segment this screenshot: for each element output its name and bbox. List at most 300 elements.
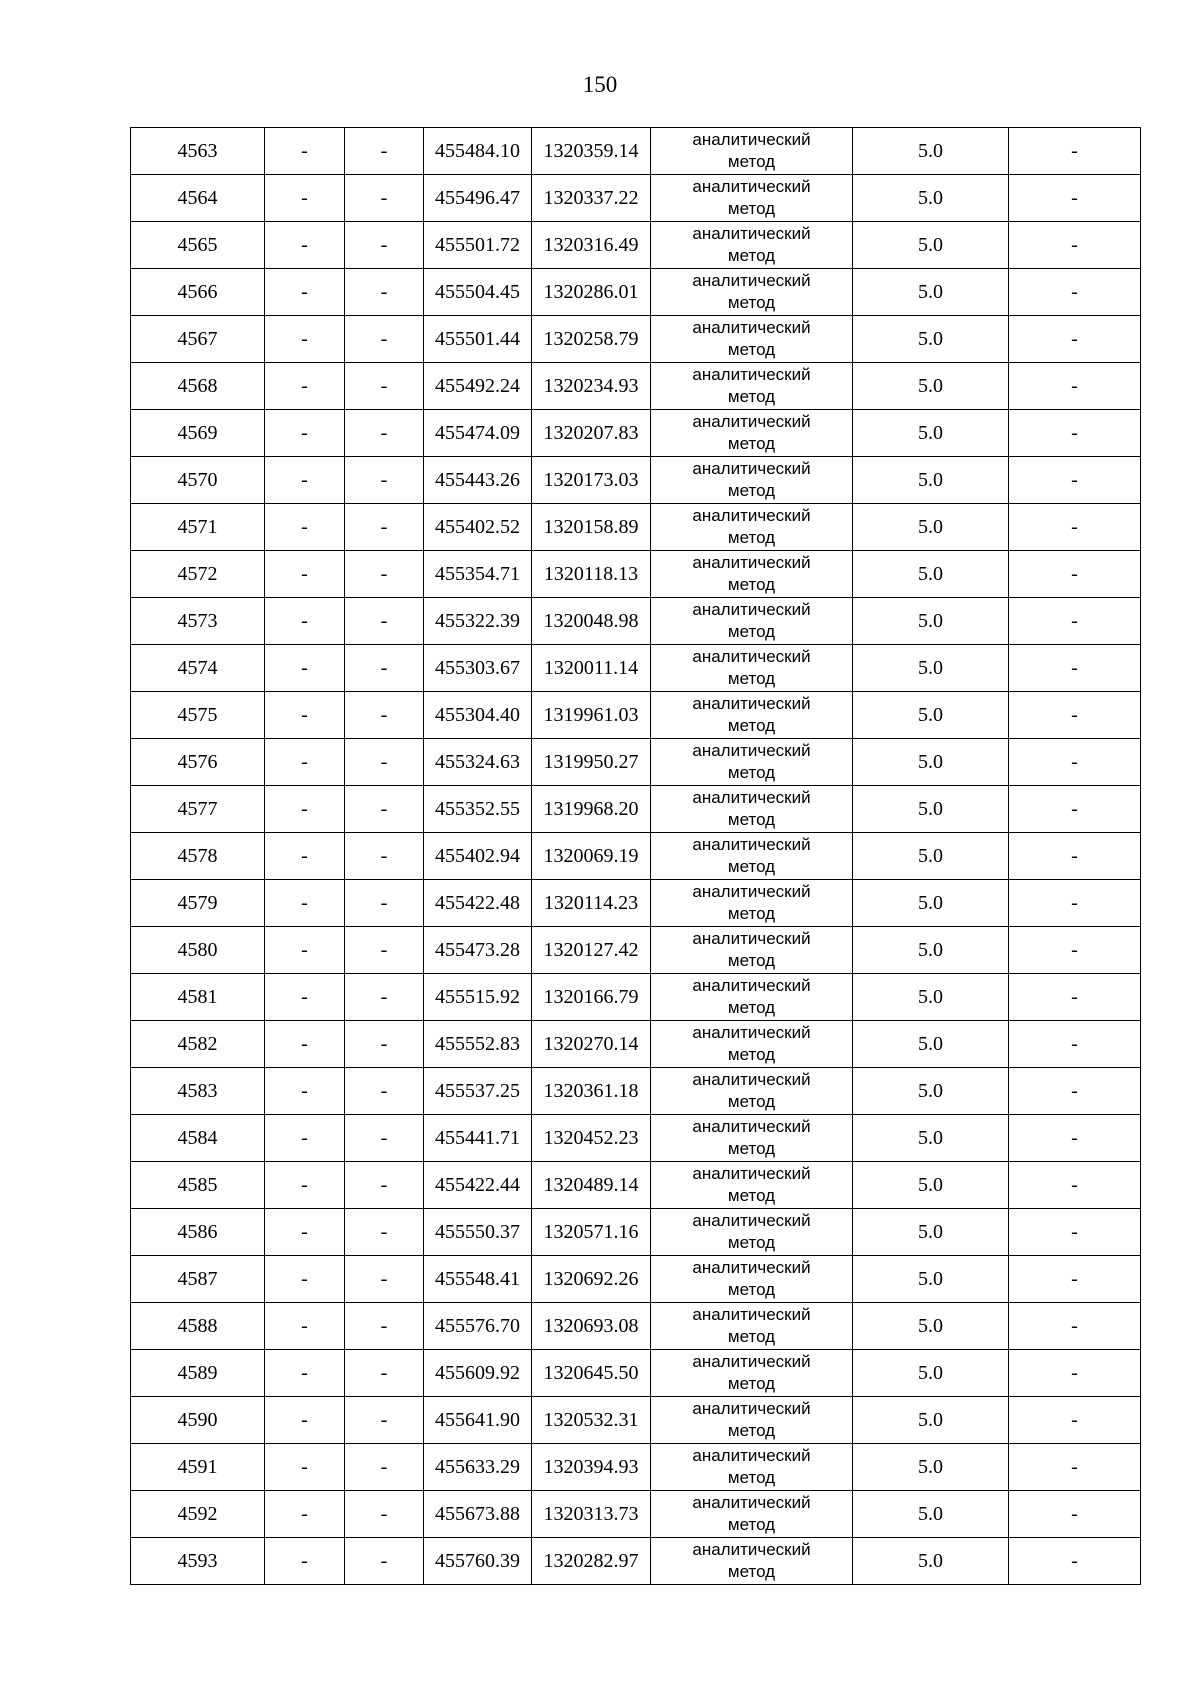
table-row: [131, 128, 1141, 175]
table-row: [131, 504, 1141, 551]
column-8-cell: -: [1009, 175, 1141, 222]
method-text-line: аналитический: [692, 177, 811, 196]
method-text-line: аналитический: [692, 1493, 811, 1512]
x-coordinate-cell: 455303.67: [424, 645, 532, 692]
method-text-line: метод: [727, 387, 776, 406]
column-2-cell: -: [265, 739, 345, 786]
method-text-line: метод: [727, 810, 776, 829]
column-3-cell: -: [345, 833, 424, 880]
page-number: 150: [582, 72, 618, 97]
x-coordinate-cell: 455492.24: [424, 363, 532, 410]
point-number-cell: 4569: [131, 410, 265, 457]
coordinates-table: [130, 127, 1141, 1585]
table-row: [131, 175, 1141, 222]
x-coordinate-cell: 455501.44: [424, 316, 532, 363]
y-coordinate-cell: 1320282.97: [532, 1538, 651, 1585]
column-2-cell: -: [265, 1256, 345, 1303]
y-coordinate-cell: 1320316.49: [532, 222, 651, 269]
column-2-cell: -: [265, 363, 345, 410]
method-text-line: аналитический: [692, 1540, 811, 1559]
column-3-cell: -: [345, 363, 424, 410]
column-3-cell: -: [345, 1068, 424, 1115]
column-2-cell: -: [265, 1444, 345, 1491]
method-text-line: аналитический: [692, 835, 811, 854]
column-3-cell: -: [345, 551, 424, 598]
y-coordinate-cell: 1320114.23: [532, 880, 651, 927]
method-text-line: аналитический: [692, 553, 811, 572]
point-number-cell: 4579: [131, 880, 265, 927]
table-row: [131, 363, 1141, 410]
method-cell: [651, 1256, 853, 1303]
accuracy-value-cell: 5.0: [853, 786, 1009, 833]
accuracy-value-cell: 5.0: [853, 974, 1009, 1021]
method-text-line: аналитический: [692, 1446, 811, 1465]
column-3-cell: -: [345, 1162, 424, 1209]
x-coordinate-cell: 455322.39: [424, 598, 532, 645]
method-text-line: аналитический: [692, 1117, 811, 1136]
method-text-line: метод: [727, 669, 776, 688]
column-3-cell: -: [345, 175, 424, 222]
table-row: [131, 974, 1141, 1021]
column-2-cell: -: [265, 1068, 345, 1115]
column-8-cell: -: [1009, 1021, 1141, 1068]
column-3-cell: -: [345, 927, 424, 974]
column-2-cell: -: [265, 175, 345, 222]
point-number-cell: 4580: [131, 927, 265, 974]
column-2-cell: -: [265, 1397, 345, 1444]
y-coordinate-cell: 1320011.14: [532, 645, 651, 692]
column-2-cell: -: [265, 269, 345, 316]
x-coordinate-cell: 455402.94: [424, 833, 532, 880]
column-8-cell: -: [1009, 598, 1141, 645]
method-text-line: аналитический: [692, 224, 811, 243]
column-8-cell: -: [1009, 880, 1141, 927]
y-coordinate-cell: 1320489.14: [532, 1162, 651, 1209]
column-8-cell: -: [1009, 410, 1141, 457]
x-coordinate-cell: 455441.71: [424, 1115, 532, 1162]
point-number-cell: 4592: [131, 1491, 265, 1538]
column-2-cell: -: [265, 1162, 345, 1209]
method-text-line: метод: [727, 434, 776, 453]
point-number-cell: 4573: [131, 598, 265, 645]
point-number-cell: 4575: [131, 692, 265, 739]
accuracy-value-cell: 5.0: [853, 1068, 1009, 1115]
method-text-line: метод: [727, 1327, 776, 1346]
point-number-cell: 4570: [131, 457, 265, 504]
method-cell: [651, 551, 853, 598]
table-row: [131, 1021, 1141, 1068]
accuracy-value-cell: 5.0: [853, 1209, 1009, 1256]
method-text-line: аналитический: [692, 1352, 811, 1371]
method-cell: [651, 128, 853, 175]
column-8-cell: -: [1009, 692, 1141, 739]
method-text-line: аналитический: [692, 976, 811, 995]
y-coordinate-cell: 1320359.14: [532, 128, 651, 175]
accuracy-value-cell: 5.0: [853, 504, 1009, 551]
column-2-cell: -: [265, 1491, 345, 1538]
accuracy-value-cell: 5.0: [853, 1303, 1009, 1350]
method-text-line: аналитический: [692, 647, 811, 666]
table-row: [131, 551, 1141, 598]
x-coordinate-cell: 455633.29: [424, 1444, 532, 1491]
column-2-cell: -: [265, 222, 345, 269]
column-8-cell: -: [1009, 363, 1141, 410]
column-8-cell: -: [1009, 1444, 1141, 1491]
method-text-line: метод: [727, 1374, 776, 1393]
y-coordinate-cell: 1320645.50: [532, 1350, 651, 1397]
y-coordinate-cell: 1320361.18: [532, 1068, 651, 1115]
table-row: [131, 739, 1141, 786]
method-text-line: аналитический: [692, 1399, 811, 1418]
table-row: [131, 1491, 1141, 1538]
column-3-cell: -: [345, 1444, 424, 1491]
column-3-cell: -: [345, 645, 424, 692]
method-text-line: метод: [727, 1045, 776, 1064]
method-text-line: метод: [727, 199, 776, 218]
x-coordinate-cell: 455304.40: [424, 692, 532, 739]
method-text-line: аналитический: [692, 1164, 811, 1183]
x-coordinate-cell: 455515.92: [424, 974, 532, 1021]
y-coordinate-cell: 1320286.01: [532, 269, 651, 316]
table-row: [131, 1350, 1141, 1397]
method-text-line: аналитический: [692, 1070, 811, 1089]
column-3-cell: -: [345, 974, 424, 1021]
accuracy-value-cell: 5.0: [853, 269, 1009, 316]
method-text-line: метод: [727, 904, 776, 923]
y-coordinate-cell: 1320692.26: [532, 1256, 651, 1303]
column-2-cell: -: [265, 645, 345, 692]
method-text-line: аналитический: [692, 318, 811, 337]
y-coordinate-cell: 1320234.93: [532, 363, 651, 410]
point-number-cell: 4590: [131, 1397, 265, 1444]
y-coordinate-cell: 1320048.98: [532, 598, 651, 645]
y-coordinate-cell: 1319950.27: [532, 739, 651, 786]
y-coordinate-cell: 1320258.79: [532, 316, 651, 363]
column-3-cell: -: [345, 1303, 424, 1350]
method-cell: [651, 786, 853, 833]
method-cell: [651, 1538, 853, 1585]
column-8-cell: -: [1009, 269, 1141, 316]
x-coordinate-cell: 455537.25: [424, 1068, 532, 1115]
point-number-cell: 4581: [131, 974, 265, 1021]
method-text-line: метод: [727, 1515, 776, 1534]
x-coordinate-cell: 455550.37: [424, 1209, 532, 1256]
column-3-cell: -: [345, 1397, 424, 1444]
method-text-line: аналитический: [692, 459, 811, 478]
method-text-line: аналитический: [692, 600, 811, 619]
method-cell: [651, 598, 853, 645]
table-row: [131, 645, 1141, 692]
point-number-cell: 4585: [131, 1162, 265, 1209]
method-text-line: метод: [727, 481, 776, 500]
table-row: [131, 1303, 1141, 1350]
column-3-cell: -: [345, 128, 424, 175]
point-number-cell: 4572: [131, 551, 265, 598]
method-cell: [651, 833, 853, 880]
x-coordinate-cell: 455354.71: [424, 551, 532, 598]
x-coordinate-cell: 455422.44: [424, 1162, 532, 1209]
method-cell: [651, 1397, 853, 1444]
column-3-cell: -: [345, 1491, 424, 1538]
table-row: [131, 410, 1141, 457]
point-number-cell: 4584: [131, 1115, 265, 1162]
method-text-line: метод: [727, 575, 776, 594]
x-coordinate-cell: 455402.52: [424, 504, 532, 551]
point-number-cell: 4571: [131, 504, 265, 551]
y-coordinate-cell: 1320127.42: [532, 927, 651, 974]
column-8-cell: -: [1009, 739, 1141, 786]
method-cell: [651, 269, 853, 316]
column-3-cell: -: [345, 504, 424, 551]
point-number-cell: 4565: [131, 222, 265, 269]
method-text-line: метод: [727, 1421, 776, 1440]
accuracy-value-cell: 5.0: [853, 739, 1009, 786]
accuracy-value-cell: 5.0: [853, 316, 1009, 363]
point-number-cell: 4567: [131, 316, 265, 363]
column-3-cell: -: [345, 786, 424, 833]
point-number-cell: 4588: [131, 1303, 265, 1350]
y-coordinate-cell: 1320158.89: [532, 504, 651, 551]
method-cell: [651, 410, 853, 457]
accuracy-value-cell: 5.0: [853, 927, 1009, 974]
point-number-cell: 4568: [131, 363, 265, 410]
column-3-cell: -: [345, 1115, 424, 1162]
column-2-cell: -: [265, 457, 345, 504]
x-coordinate-cell: 455474.09: [424, 410, 532, 457]
point-number-cell: 4589: [131, 1350, 265, 1397]
column-3-cell: -: [345, 1256, 424, 1303]
column-8-cell: -: [1009, 551, 1141, 598]
y-coordinate-cell: 1319968.20: [532, 786, 651, 833]
point-number-cell: 4566: [131, 269, 265, 316]
accuracy-value-cell: 5.0: [853, 128, 1009, 175]
accuracy-value-cell: 5.0: [853, 598, 1009, 645]
x-coordinate-cell: 455548.41: [424, 1256, 532, 1303]
column-8-cell: -: [1009, 927, 1141, 974]
column-2-cell: -: [265, 551, 345, 598]
point-number-cell: 4578: [131, 833, 265, 880]
method-cell: [651, 1115, 853, 1162]
method-text-line: аналитический: [692, 929, 811, 948]
x-coordinate-cell: 455443.26: [424, 457, 532, 504]
method-text-line: аналитический: [692, 882, 811, 901]
method-text-line: аналитический: [692, 1258, 811, 1277]
accuracy-value-cell: 5.0: [853, 833, 1009, 880]
column-8-cell: -: [1009, 1256, 1141, 1303]
y-coordinate-cell: 1320452.23: [532, 1115, 651, 1162]
method-text-line: метод: [727, 1280, 776, 1299]
method-cell: [651, 645, 853, 692]
column-8-cell: -: [1009, 833, 1141, 880]
accuracy-value-cell: 5.0: [853, 457, 1009, 504]
y-coordinate-cell: 1320270.14: [532, 1021, 651, 1068]
method-text-line: метод: [727, 246, 776, 265]
method-text-line: аналитический: [692, 1023, 811, 1042]
method-cell: [651, 692, 853, 739]
point-number-cell: 4563: [131, 128, 265, 175]
point-number-cell: 4576: [131, 739, 265, 786]
accuracy-value-cell: 5.0: [853, 1491, 1009, 1538]
method-cell: [651, 1021, 853, 1068]
method-text-line: метод: [727, 293, 776, 312]
column-8-cell: -: [1009, 786, 1141, 833]
method-text-line: метод: [727, 152, 776, 171]
x-coordinate-cell: 455552.83: [424, 1021, 532, 1068]
y-coordinate-cell: 1320337.22: [532, 175, 651, 222]
accuracy-value-cell: 5.0: [853, 645, 1009, 692]
y-coordinate-cell: 1320166.79: [532, 974, 651, 1021]
column-8-cell: -: [1009, 128, 1141, 175]
column-8-cell: -: [1009, 222, 1141, 269]
table-row: [131, 269, 1141, 316]
y-coordinate-cell: 1320173.03: [532, 457, 651, 504]
x-coordinate-cell: 455473.28: [424, 927, 532, 974]
point-number-cell: 4577: [131, 786, 265, 833]
accuracy-value-cell: 5.0: [853, 551, 1009, 598]
method-cell: [651, 1068, 853, 1115]
table-row: [131, 316, 1141, 363]
method-cell: [651, 927, 853, 974]
column-2-cell: -: [265, 1209, 345, 1256]
x-coordinate-cell: 455422.48: [424, 880, 532, 927]
column-3-cell: -: [345, 1209, 424, 1256]
method-cell: [651, 222, 853, 269]
table-row: [131, 880, 1141, 927]
method-cell: [651, 1303, 853, 1350]
point-number-cell: 4564: [131, 175, 265, 222]
accuracy-value-cell: 5.0: [853, 1115, 1009, 1162]
method-text-line: аналитический: [692, 788, 811, 807]
column-2-cell: -: [265, 504, 345, 551]
method-cell: [651, 175, 853, 222]
column-2-cell: -: [265, 410, 345, 457]
method-text-line: аналитический: [692, 1305, 811, 1324]
column-2-cell: -: [265, 1538, 345, 1585]
method-text-line: метод: [727, 716, 776, 735]
column-3-cell: -: [345, 222, 424, 269]
method-text-line: аналитический: [692, 365, 811, 384]
column-3-cell: -: [345, 269, 424, 316]
column-3-cell: -: [345, 1350, 424, 1397]
table-row: [131, 457, 1141, 504]
accuracy-value-cell: 5.0: [853, 1021, 1009, 1068]
table-row: [131, 222, 1141, 269]
method-text-line: метод: [727, 857, 776, 876]
accuracy-value-cell: 5.0: [853, 1256, 1009, 1303]
x-coordinate-cell: 455760.39: [424, 1538, 532, 1585]
y-coordinate-cell: 1320571.16: [532, 1209, 651, 1256]
y-coordinate-cell: 1320207.83: [532, 410, 651, 457]
column-2-cell: -: [265, 1021, 345, 1068]
column-8-cell: -: [1009, 1209, 1141, 1256]
column-3-cell: -: [345, 880, 424, 927]
x-coordinate-cell: 455324.63: [424, 739, 532, 786]
column-3-cell: -: [345, 316, 424, 363]
point-number-cell: 4593: [131, 1538, 265, 1585]
table-row: [131, 927, 1141, 974]
column-8-cell: -: [1009, 645, 1141, 692]
point-number-cell: 4591: [131, 1444, 265, 1491]
accuracy-value-cell: 5.0: [853, 692, 1009, 739]
method-cell: [651, 739, 853, 786]
point-number-cell: 4582: [131, 1021, 265, 1068]
point-number-cell: 4587: [131, 1256, 265, 1303]
column-2-cell: -: [265, 316, 345, 363]
x-coordinate-cell: 455352.55: [424, 786, 532, 833]
table-row: [131, 1209, 1141, 1256]
column-3-cell: -: [345, 1538, 424, 1585]
column-2-cell: -: [265, 974, 345, 1021]
table-body: [131, 128, 1141, 1585]
column-8-cell: -: [1009, 974, 1141, 1021]
method-text-line: метод: [727, 763, 776, 782]
table-row: [131, 1115, 1141, 1162]
column-8-cell: -: [1009, 1397, 1141, 1444]
table-row: [131, 1397, 1141, 1444]
method-text-line: метод: [727, 998, 776, 1017]
column-3-cell: -: [345, 410, 424, 457]
column-8-cell: -: [1009, 457, 1141, 504]
column-2-cell: -: [265, 128, 345, 175]
column-2-cell: -: [265, 1115, 345, 1162]
column-8-cell: -: [1009, 1115, 1141, 1162]
column-2-cell: -: [265, 880, 345, 927]
x-coordinate-cell: 455641.90: [424, 1397, 532, 1444]
x-coordinate-cell: 455501.72: [424, 222, 532, 269]
column-3-cell: -: [345, 739, 424, 786]
column-2-cell: -: [265, 692, 345, 739]
column-3-cell: -: [345, 457, 424, 504]
method-text-line: аналитический: [692, 506, 811, 525]
column-8-cell: -: [1009, 316, 1141, 363]
column-2-cell: -: [265, 1303, 345, 1350]
column-2-cell: -: [265, 1350, 345, 1397]
accuracy-value-cell: 5.0: [853, 222, 1009, 269]
table-row: [131, 692, 1141, 739]
accuracy-value-cell: 5.0: [853, 1397, 1009, 1444]
y-coordinate-cell: 1320532.31: [532, 1397, 651, 1444]
x-coordinate-cell: 455673.88: [424, 1491, 532, 1538]
column-3-cell: -: [345, 1021, 424, 1068]
method-cell: [651, 1162, 853, 1209]
table-row: [131, 1068, 1141, 1115]
column-2-cell: -: [265, 833, 345, 880]
table-row: [131, 833, 1141, 880]
column-2-cell: -: [265, 598, 345, 645]
method-cell: [651, 316, 853, 363]
method-text-line: метод: [727, 1468, 776, 1487]
method-cell: [651, 1491, 853, 1538]
method-text-line: метод: [727, 622, 776, 641]
table-row: [131, 786, 1141, 833]
x-coordinate-cell: 455609.92: [424, 1350, 532, 1397]
method-text-line: аналитический: [692, 1211, 811, 1230]
table-row: [131, 1538, 1141, 1585]
column-8-cell: -: [1009, 1491, 1141, 1538]
column-8-cell: -: [1009, 1538, 1141, 1585]
accuracy-value-cell: 5.0: [853, 1350, 1009, 1397]
method-cell: [651, 1350, 853, 1397]
method-text-line: метод: [727, 528, 776, 547]
method-text-line: метод: [727, 951, 776, 970]
column-8-cell: -: [1009, 1068, 1141, 1115]
point-number-cell: 4574: [131, 645, 265, 692]
method-text-line: аналитический: [692, 412, 811, 431]
method-cell: [651, 1209, 853, 1256]
accuracy-value-cell: 5.0: [853, 363, 1009, 410]
method-text-line: аналитический: [692, 130, 811, 149]
column-3-cell: -: [345, 598, 424, 645]
